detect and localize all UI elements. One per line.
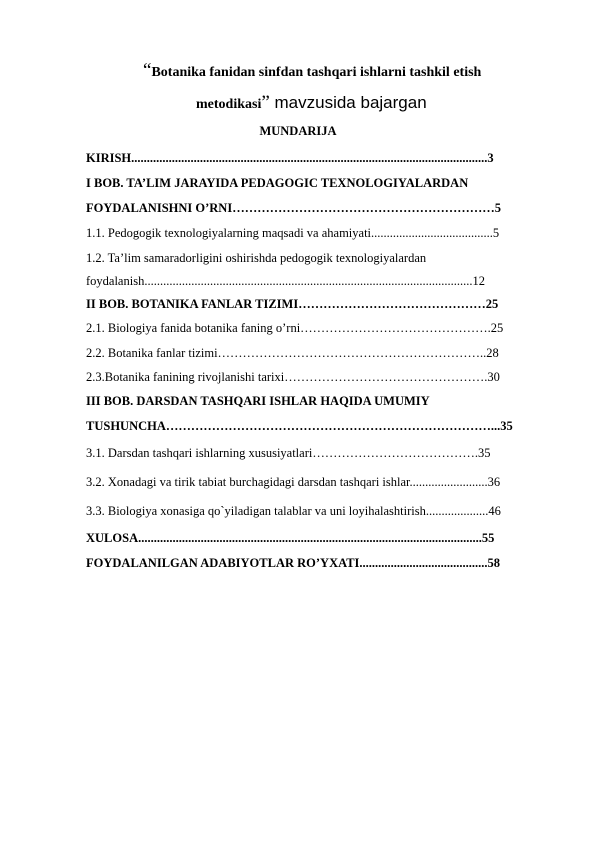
toc-entry-1-2-line-2: foydalanish.........................................................................................................12 <box>86 274 485 288</box>
document-title-line-2 <box>196 92 427 114</box>
title-text-1: Botanika fanidan sinfdan tashqari ishlarni tashkil etish <box>151 65 482 80</box>
toc-entry-kirish: KIRISH..................................................................................................................3 <box>86 151 494 165</box>
title-text-2-tail: mavzusida bajargan <box>269 93 427 112</box>
document-title-line-1 <box>143 60 481 82</box>
closing-quote: ” <box>261 92 270 113</box>
toc-entry-references: FOYDALANILGAN ADABIYOTLAR RO’YXATI.........................................58 <box>86 556 501 570</box>
toc-entry-3-2: 3.2. Xonadagi va tirik tabiat burchagidagi darsdan tashqari ishlar.........................36 <box>86 475 501 489</box>
opening-quote: “ <box>143 60 152 81</box>
title-text-2-bold: metodikasi <box>196 97 262 112</box>
toc-entry-2-3: 2.3.Botanika fanining rivojlanishi tarixi………………………………………….30 <box>86 370 500 384</box>
table-of-contents-heading: MUNDARIJA <box>259 124 337 138</box>
toc-entry-1-2-line-1: 1.2. Ta’lim samaradorligini oshirishda pedogogik texnologiyalardan <box>86 251 427 265</box>
toc-entry-1-1: 1.1. Pedogogik texnologiyalarning maqsadi va ahamiyati.......................................5 <box>86 226 500 240</box>
toc-entry-chapter-1-line-2: FOYDALANISHNI O’RNI………………………………………………………5 <box>86 201 501 215</box>
toc-entry-xulosa: XULOSA..............................................................................................................55 <box>86 531 495 545</box>
toc-entry-2-1: 2.1. Biologiya fanida botanika faning o’rni……………………………………….25 <box>86 321 504 335</box>
toc-entry-chapter-1-line-1: I BOB. TA’LIM JARAYIDA PEDAGOGIC TEXNOLOGIYALARDAN <box>86 176 469 190</box>
toc-entry-3-1: 3.1. Darsdan tashqari ishlarning xususiyatlari………………………………….35 <box>86 446 491 460</box>
toc-entry-2-2: 2.2. Botanika fanlar tizimi………………………………………………………..28 <box>86 346 499 360</box>
toc-entry-3-3: 3.3. Biologiya xonasiga qo`yiladigan talablar va uni loyihalashtirish....................46 <box>86 504 501 518</box>
toc-entry-chapter-2: II BOB. BOTANIKA FANLAR TIZIMI………………………………………25 <box>86 297 499 311</box>
toc-entry-chapter-3-line-1: III BOB. DARSDAN TASHQARI ISHLAR HAQIDA UMUMIY <box>86 394 430 408</box>
toc-entry-chapter-3-line-2: TUSHUNCHA……………………………………………………………………...35 <box>86 419 513 433</box>
